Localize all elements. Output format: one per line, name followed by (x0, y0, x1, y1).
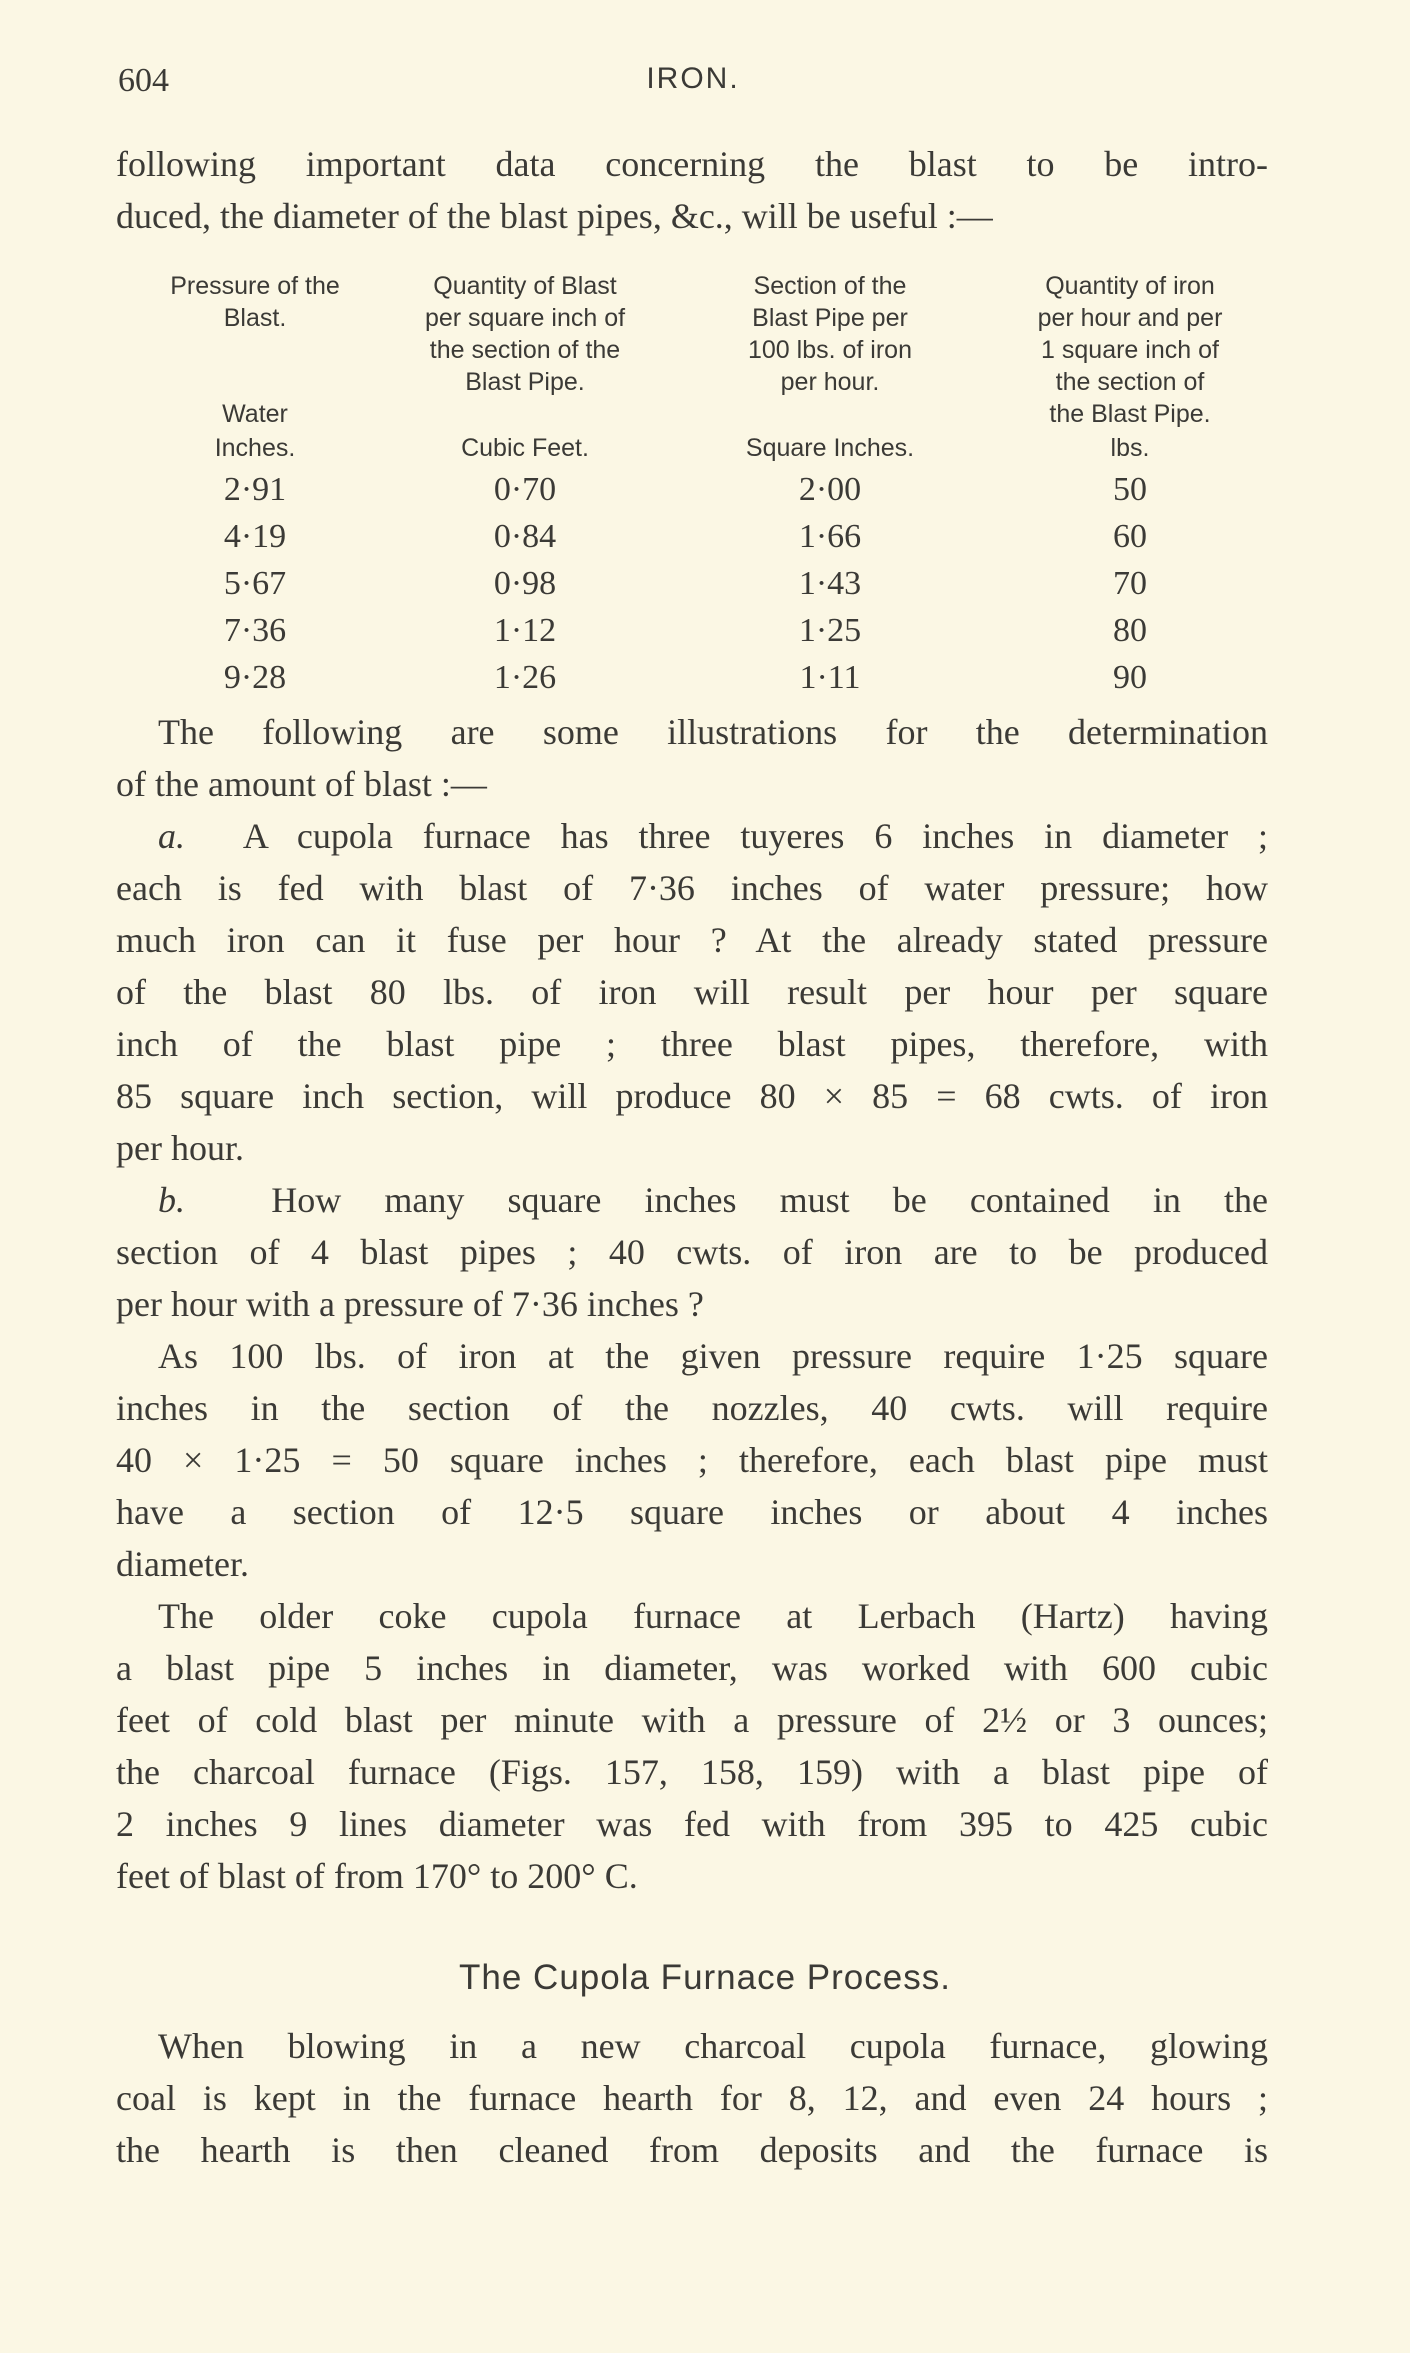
table-cell: 1·26 (493, 658, 557, 696)
table-units-row (140, 430, 1280, 466)
text-line: feet of blast of from 170° to 200° C. (116, 1856, 638, 1896)
text-line: inches in the section of the nozzles, 40 cwts. will require (116, 1388, 1268, 1428)
text-line: the charcoal furnace (Figs. 157, 158, 159) with a blast pipe of (116, 1752, 1268, 1792)
header-line: Blast. (223, 304, 287, 332)
text-line: per hour with a pressure of 7·36 inches ? (116, 1284, 704, 1324)
header-quantity-blast (370, 270, 680, 430)
text-line: of the amount of blast :— (116, 764, 487, 804)
text-line (116, 810, 1268, 862)
section-heading: The Cupola Furnace Process. (459, 1958, 951, 1997)
blast-data-table (140, 270, 1280, 701)
header-line: per hour and per (1037, 304, 1223, 332)
text-line: coal is kept in the furnace hearth for 8, 12, and even 24 hours ; (116, 2078, 1268, 2118)
running-header (118, 62, 1268, 112)
header-line: 100 lbs. of iron (748, 336, 912, 364)
table-cell: 90 (1113, 658, 1147, 696)
header-line: Pressure of the (170, 272, 340, 300)
table-row (140, 466, 1280, 513)
text-line: each is fed with blast of 7·36 inches of water pressure; how (116, 868, 1268, 908)
text-line: The older coke cupola furnace at Lerbach (Hartz) having (158, 1596, 1268, 1636)
page-number: 604 (118, 62, 169, 99)
table-cell: 5·67 (223, 564, 287, 602)
table-cell: 70 (1113, 564, 1147, 602)
text-line: section of 4 blast pipes ; 40 cwts. of iron are to be produced (116, 1232, 1268, 1272)
text-fragment: A cupola furnace has three tuyeres 6 inches in diameter ; (242, 816, 1268, 856)
table-header-row (140, 270, 1280, 430)
running-title: IRON. (646, 62, 740, 95)
table-cell: 2·00 (798, 470, 862, 508)
text-line: The following are some illustrations for the determination (158, 712, 1268, 752)
table-cell: 9·28 (223, 658, 287, 696)
text-line (116, 1174, 1268, 1226)
text-line: per hour. (116, 1128, 244, 1168)
text-line: have a section of 12·5 square inches or about 4 inches (116, 1492, 1268, 1532)
header-line: the Blast Pipe. (1049, 400, 1211, 428)
text-line: 2 inches 9 lines diameter was fed with from 395 to 425 cubic (116, 1804, 1268, 1844)
paragraph-illustrations (116, 706, 1268, 810)
example-label: b. (158, 1180, 185, 1220)
table-row (140, 513, 1280, 560)
table-cell: 50 (1113, 470, 1147, 508)
table-row (140, 654, 1280, 701)
header-quantity-iron (980, 270, 1280, 430)
header-pre-unit: Water (222, 400, 288, 428)
text-line: a blast pipe 5 inches in diameter, was worked with 600 cubic (116, 1648, 1268, 1688)
text-line: feet of cold blast per minute with a pressure of 2½ or 3 ounces; (116, 1700, 1268, 1740)
text-line: 85 square inch section, will produce 80 × 85 = 68 cwts. of iron (116, 1076, 1268, 1116)
table-cell: 1·25 (798, 611, 862, 649)
table-row (140, 607, 1280, 654)
header-line: Blast Pipe per (752, 304, 908, 332)
table-cell: 1·43 (798, 564, 862, 602)
text-line: As 100 lbs. of iron at the given pressure require 1·25 square (158, 1336, 1268, 1376)
table-cell: 2·91 (223, 470, 287, 508)
paragraph-lerbach (116, 1590, 1268, 1902)
text-line: duced, the diameter of the blast pipes, &c., will be useful :— (116, 196, 993, 236)
example-label: a. (158, 816, 185, 856)
paragraph-solution (116, 1330, 1268, 1590)
table-cell: 1·12 (493, 611, 557, 649)
paragraph-example-a (116, 810, 1268, 1174)
table-cell: 80 (1113, 611, 1147, 649)
unit-cell: Cubic Feet. (461, 433, 589, 462)
table-cell: 4·19 (223, 517, 287, 555)
unit-cell: Square Inches. (745, 433, 915, 462)
intro-paragraph (116, 138, 1268, 242)
header-line: per hour. (780, 368, 880, 396)
header-section (680, 270, 980, 430)
paragraph-cupola-process (116, 2020, 1268, 2176)
header-line: the section of (1055, 368, 1205, 396)
unit-cell: lbs. (1110, 433, 1150, 462)
header-line: Blast Pipe. (465, 368, 585, 396)
paragraph-example-b (116, 1174, 1268, 1330)
header-line: Section of the (753, 272, 907, 300)
unit-cell: Inches. (214, 433, 296, 462)
table-cell: 0·84 (493, 517, 557, 555)
header-pressure (140, 270, 370, 430)
table-cell: 60 (1113, 517, 1147, 555)
text-line: When blowing in a new charcoal cupola furnace, glowing (158, 2026, 1268, 2066)
table-cell: 7·36 (223, 611, 287, 649)
header-line: 1 square inch of (1041, 336, 1219, 364)
table-cell: 0·98 (493, 564, 557, 602)
header-line: the section of the (429, 336, 621, 364)
header-line: Quantity of iron (1045, 272, 1215, 300)
table-row (140, 560, 1280, 607)
text-fragment: How many square inches must be contained in the (271, 1180, 1268, 1220)
text-line: diameter. (116, 1544, 249, 1584)
table-cell: 1·11 (799, 658, 861, 696)
table-cell: 0·70 (493, 470, 557, 508)
text-line: the hearth is then cleaned from deposits and the furnace is (116, 2130, 1268, 2170)
text-line: inch of the blast pipe ; three blast pipes, therefore, with (116, 1024, 1268, 1064)
text-line: 40 × 1·25 = 50 square inches ; therefore, each blast pipe must (116, 1440, 1268, 1480)
text-line: of the blast 80 lbs. of iron will result per hour per square (116, 972, 1268, 1012)
table-cell: 1·66 (798, 517, 862, 555)
header-line: per square inch of (424, 304, 626, 332)
header-line: Quantity of Blast (433, 272, 617, 300)
text-line: much iron can it fuse per hour ? At the already stated pressure (116, 920, 1268, 960)
text-line: following important data concerning the blast to be intro- (116, 144, 1268, 184)
